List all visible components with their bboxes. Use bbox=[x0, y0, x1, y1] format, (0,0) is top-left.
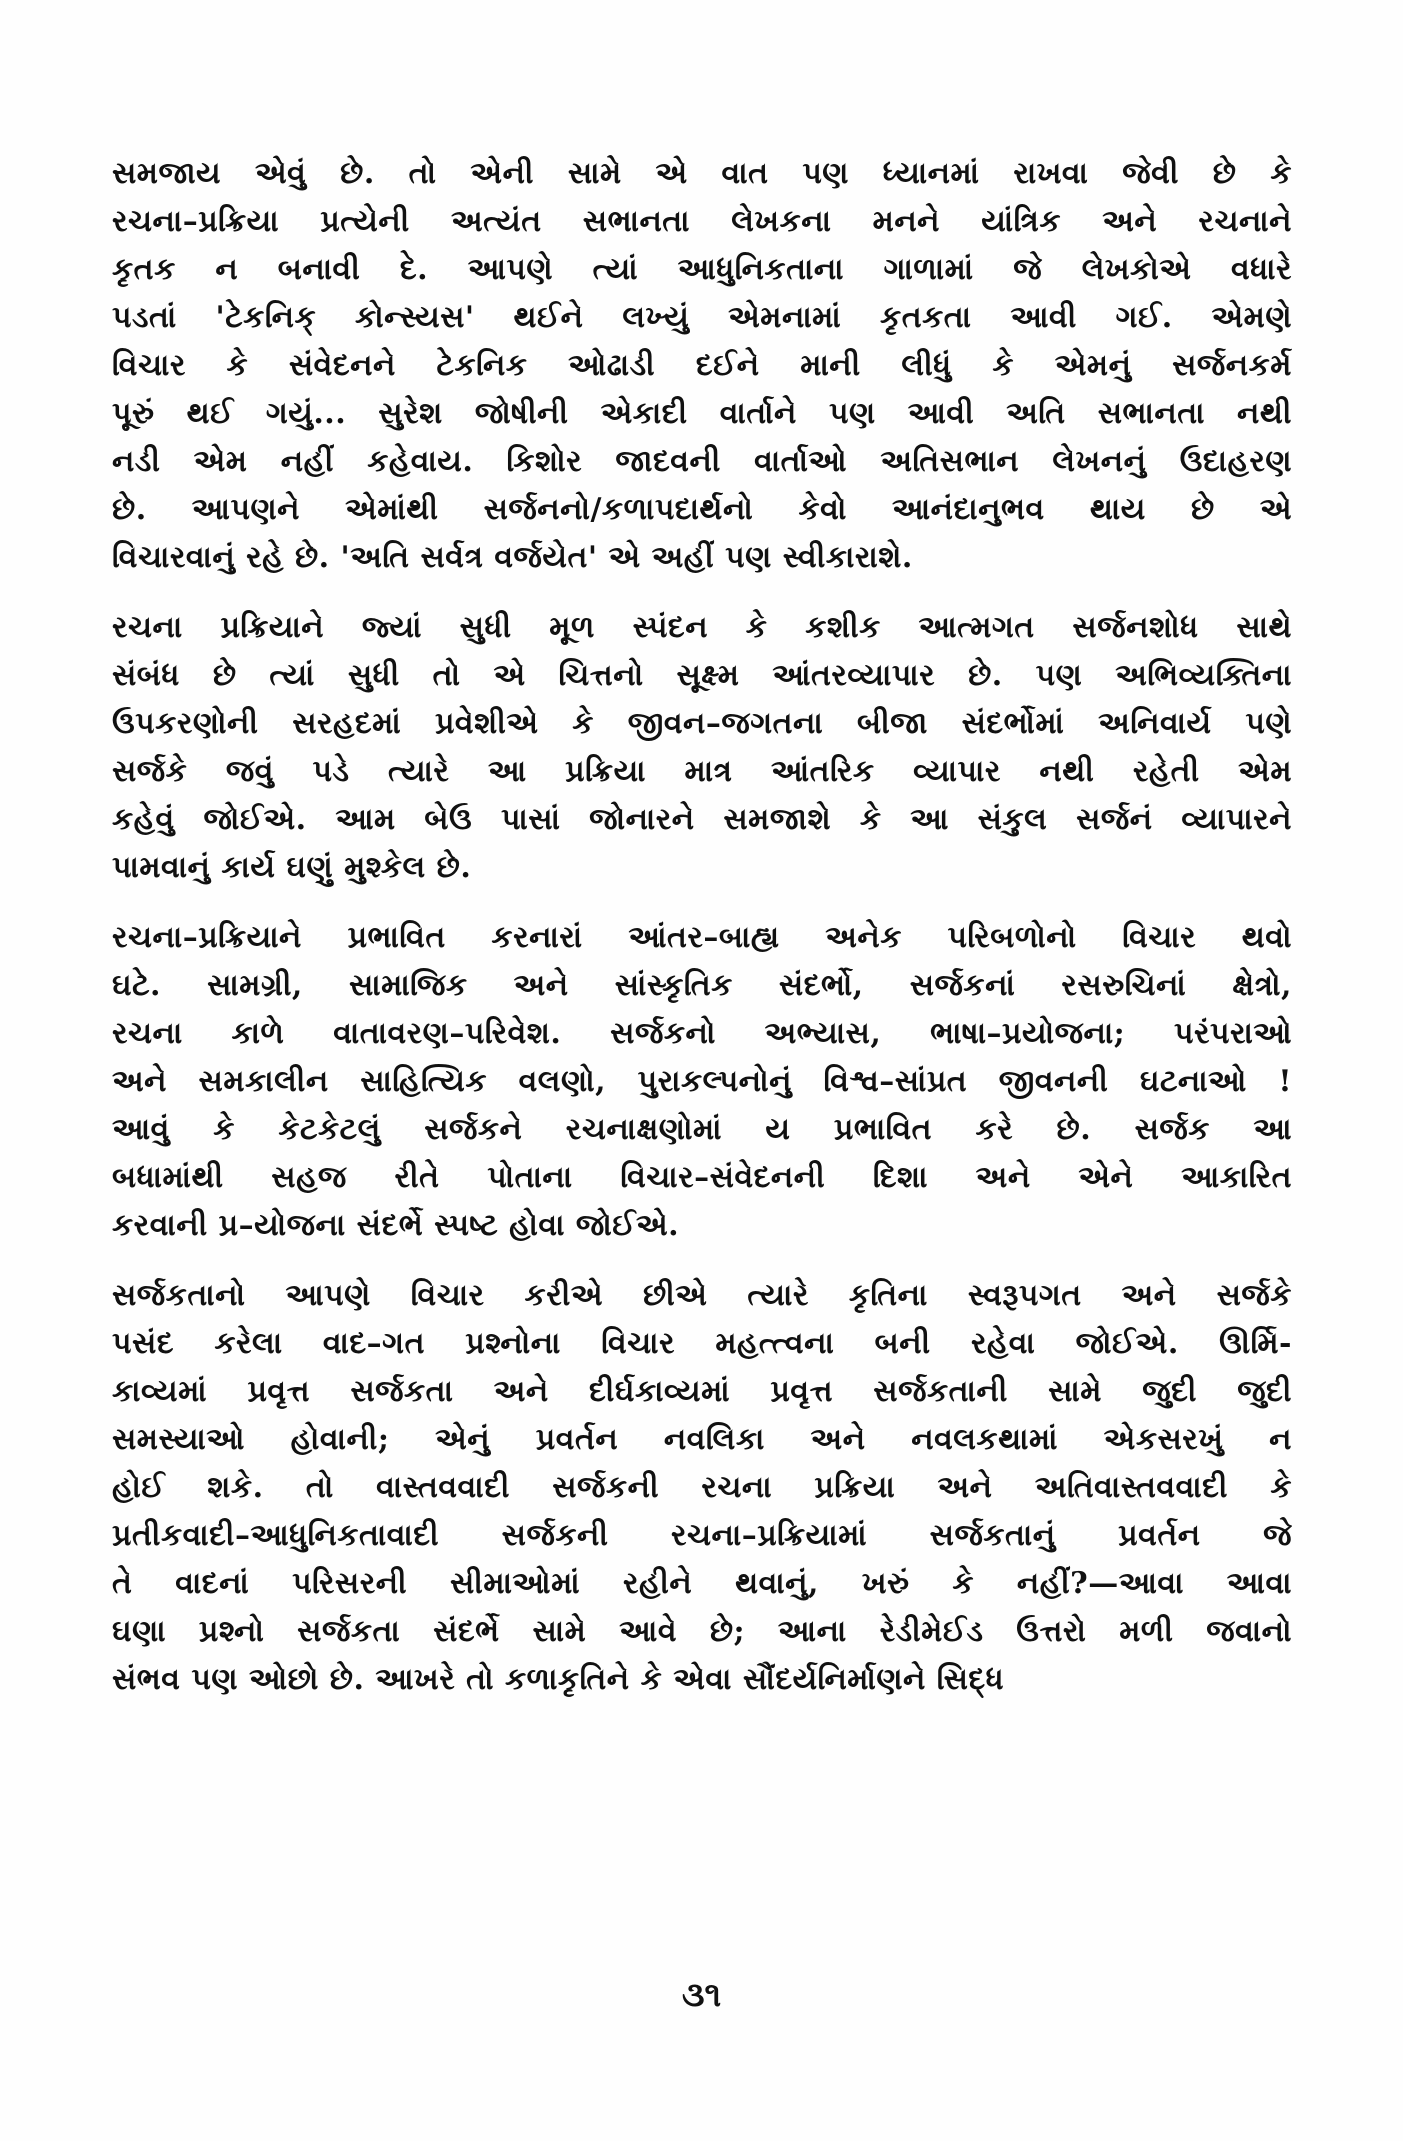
text-line: પ્રતીકવાદી–આધુનિકતાવાદી સર્જકની રચના–પ્રક્રિયામાં સર્જકતાનું પ્રવર્તન જે bbox=[112, 1518, 1292, 1553]
text-line: ઘણા પ્રશ્નો સર્જકતા સંદર્ભે સામે આવે છે; આના રેડીમેઈડ ઉત્તરો મળી જવાનો bbox=[112, 1614, 1292, 1649]
paragraph-1 bbox=[112, 150, 1292, 582]
text-line: ઘટે. સામગ્રી, સામાજિક અને સાંસ્કૃતિક સંદર્ભો, સર્જકનાં રસરુચિનાં ક્ષેત્રો, bbox=[112, 968, 1292, 1003]
text-line: બધામાંથી સહજ રીતે પોતાના વિચાર–સંવેદનની દિશા અને એને આકારિત bbox=[112, 1160, 1292, 1195]
page-body-text bbox=[112, 150, 1292, 1726]
text-line: પામવાનું કાર્ય ઘણું મુશ્કેલ છે. bbox=[112, 850, 472, 885]
text-line: પડતાં 'ટેકનિક્ કોન્સ્યસ' થઈને લખ્યું એમનામાં કૃતકતા આવી ગઈ. એમણે bbox=[112, 300, 1292, 335]
text-line: કૃતક ન બનાવી દે. આપણે ત્યાં આધુનિકતાના ગાળામાં જે લેખકોએ વધારે bbox=[112, 252, 1292, 287]
text-line: આવું કે કેટકેટલું સર્જકને રચનાક્ષણોમાં ય પ્રભાવિત કરે છે. સર્જક આ bbox=[112, 1112, 1292, 1147]
text-line: કહેવું જોઈએ. આમ બેઉ પાસાં જોનારને સમજાશે કે આ સંકુલ સર્જનં વ્યાપારને bbox=[112, 802, 1292, 837]
text-line: સર્જકે જવું પડે ત્યારે આ પ્રક્રિયા માત્ર આંતરિક વ્યાપાર નથી રહેતી એમ bbox=[112, 754, 1292, 789]
text-line: નડી એમ નહીં કહેવાય. કિશોર જાદવની વાર્તાઓ અતિસભાન લેખનનું ઉદાહરણ bbox=[112, 444, 1292, 479]
text-line: રચના–પ્રક્રિયા પ્રત્યેની અત્યંત સભાનતા લેખકના મનને યાંત્રિક અને રચનાને bbox=[112, 204, 1292, 239]
text-line: રચના પ્રક્રિયાને જ્યાં સુધી મૂળ સ્પંદન કે કશીક આત્મગત સર્જનશોધ સાથે bbox=[112, 610, 1292, 645]
text-line: સમસ્યાઓ હોવાની; એનું પ્રવર્તન નવલિકા અને નવલકથામાં એકસરખું ન bbox=[112, 1422, 1292, 1457]
text-line: સંભવ પણ ઓછો છે. આખરે તો કળાકૃતિને કે એવા સૌંદર્યનિર્માણને સિદ્ધ bbox=[112, 1662, 1005, 1697]
text-line: વિચારવાનું રહે છે. 'અતિ સર્વત્ર વર્જયેત' એ અહીં પણ સ્વીકારાશે. bbox=[112, 540, 913, 575]
text-line: સમજાય એવું છે. તો એની સામે એ વાત પણ ધ્યાનમાં રાખવા જેવી છે કે bbox=[112, 156, 1292, 191]
text-line: રચના–પ્રક્રિયાને પ્રભાવિત કરનારાં આંતર–બાહ્ય અનેક પરિબળોનો વિચાર થવો bbox=[112, 920, 1292, 955]
text-line: સંબંધ છે ત્યાં સુધી તો એ ચિત્તનો સૂક્ષ્મ આંતરવ્યાપાર છે. પણ અભિવ્યક્તિના bbox=[112, 658, 1292, 693]
text-line: ઉપકરણોની સરહદમાં પ્રવેશીએ કે જીવન–જગતના બીજા સંદર્ભોમાં અનિવાર્ય પણે bbox=[112, 706, 1292, 741]
paragraph-3 bbox=[112, 914, 1292, 1250]
text-line: હોઈ શકે. તો વાસ્તવવાદી સર્જકની રચના પ્રક્રિયા અને અતિવાસ્તવવાદી કે bbox=[112, 1470, 1292, 1505]
text-line: તે વાદનાં પરિસરની સીમાઓમાં રહીને થવાનું, ખરું કે નહીં?—આવા આવા bbox=[112, 1566, 1292, 1601]
text-line: વિચાર કે સંવેદનને ટેકનિક ઓઢાડી દઈને માની લીધું કે એમનું સર્જનકર્મ bbox=[112, 348, 1292, 383]
page-number: ૩૧ bbox=[681, 1975, 722, 2015]
text-line: અને સમકાલીન સાહિત્યિક વલણો, પુરાકલ્પનોનું વિશ્વ–સાંપ્રત જીવનની ઘટનાઓ ! bbox=[112, 1064, 1292, 1099]
paragraph-4 bbox=[112, 1272, 1292, 1704]
paragraph-2 bbox=[112, 604, 1292, 892]
text-line: પૂરું થઈ ગયું... સુરેશ જોષીની એકાદી વાર્તાને પણ આવી અતિ સભાનતા નથી bbox=[112, 396, 1292, 431]
text-line: કરવાની પ્ર–યોજના સંદર્ભે સ્પષ્ટ હોવા જોઈએ. bbox=[112, 1208, 680, 1243]
text-line: છે. આપણને એમાંથી સર્જનનો/કળાપદાર્થનો કેવો આનંદાનુભવ થાય છે એ bbox=[112, 492, 1292, 527]
text-line: પસંદ કરેલા વાદ–ગત પ્રશ્નોના વિચાર મહત્ત્વના બની રહેવા જોઈએ. ઊર્મિ- bbox=[112, 1326, 1292, 1361]
text-line: સર્જકતાનો આપણે વિચાર કરીએ છીએ ત્યારે કૃતિના સ્વરૂપગત અને સર્જકે bbox=[112, 1278, 1292, 1313]
text-line: રચના કાળે વાતાવરણ–પરિવેશ. સર્જકનો અભ્યાસ, ભાષા–પ્રયોજના; પરંપરાઓ bbox=[112, 1016, 1292, 1051]
text-line: કાવ્યમાં પ્રવૃત્ત સર્જકતા અને દીર્ઘકાવ્યમાં પ્રવૃત્ત સર્જકતાની સામે જુદી જુદી bbox=[112, 1374, 1292, 1409]
